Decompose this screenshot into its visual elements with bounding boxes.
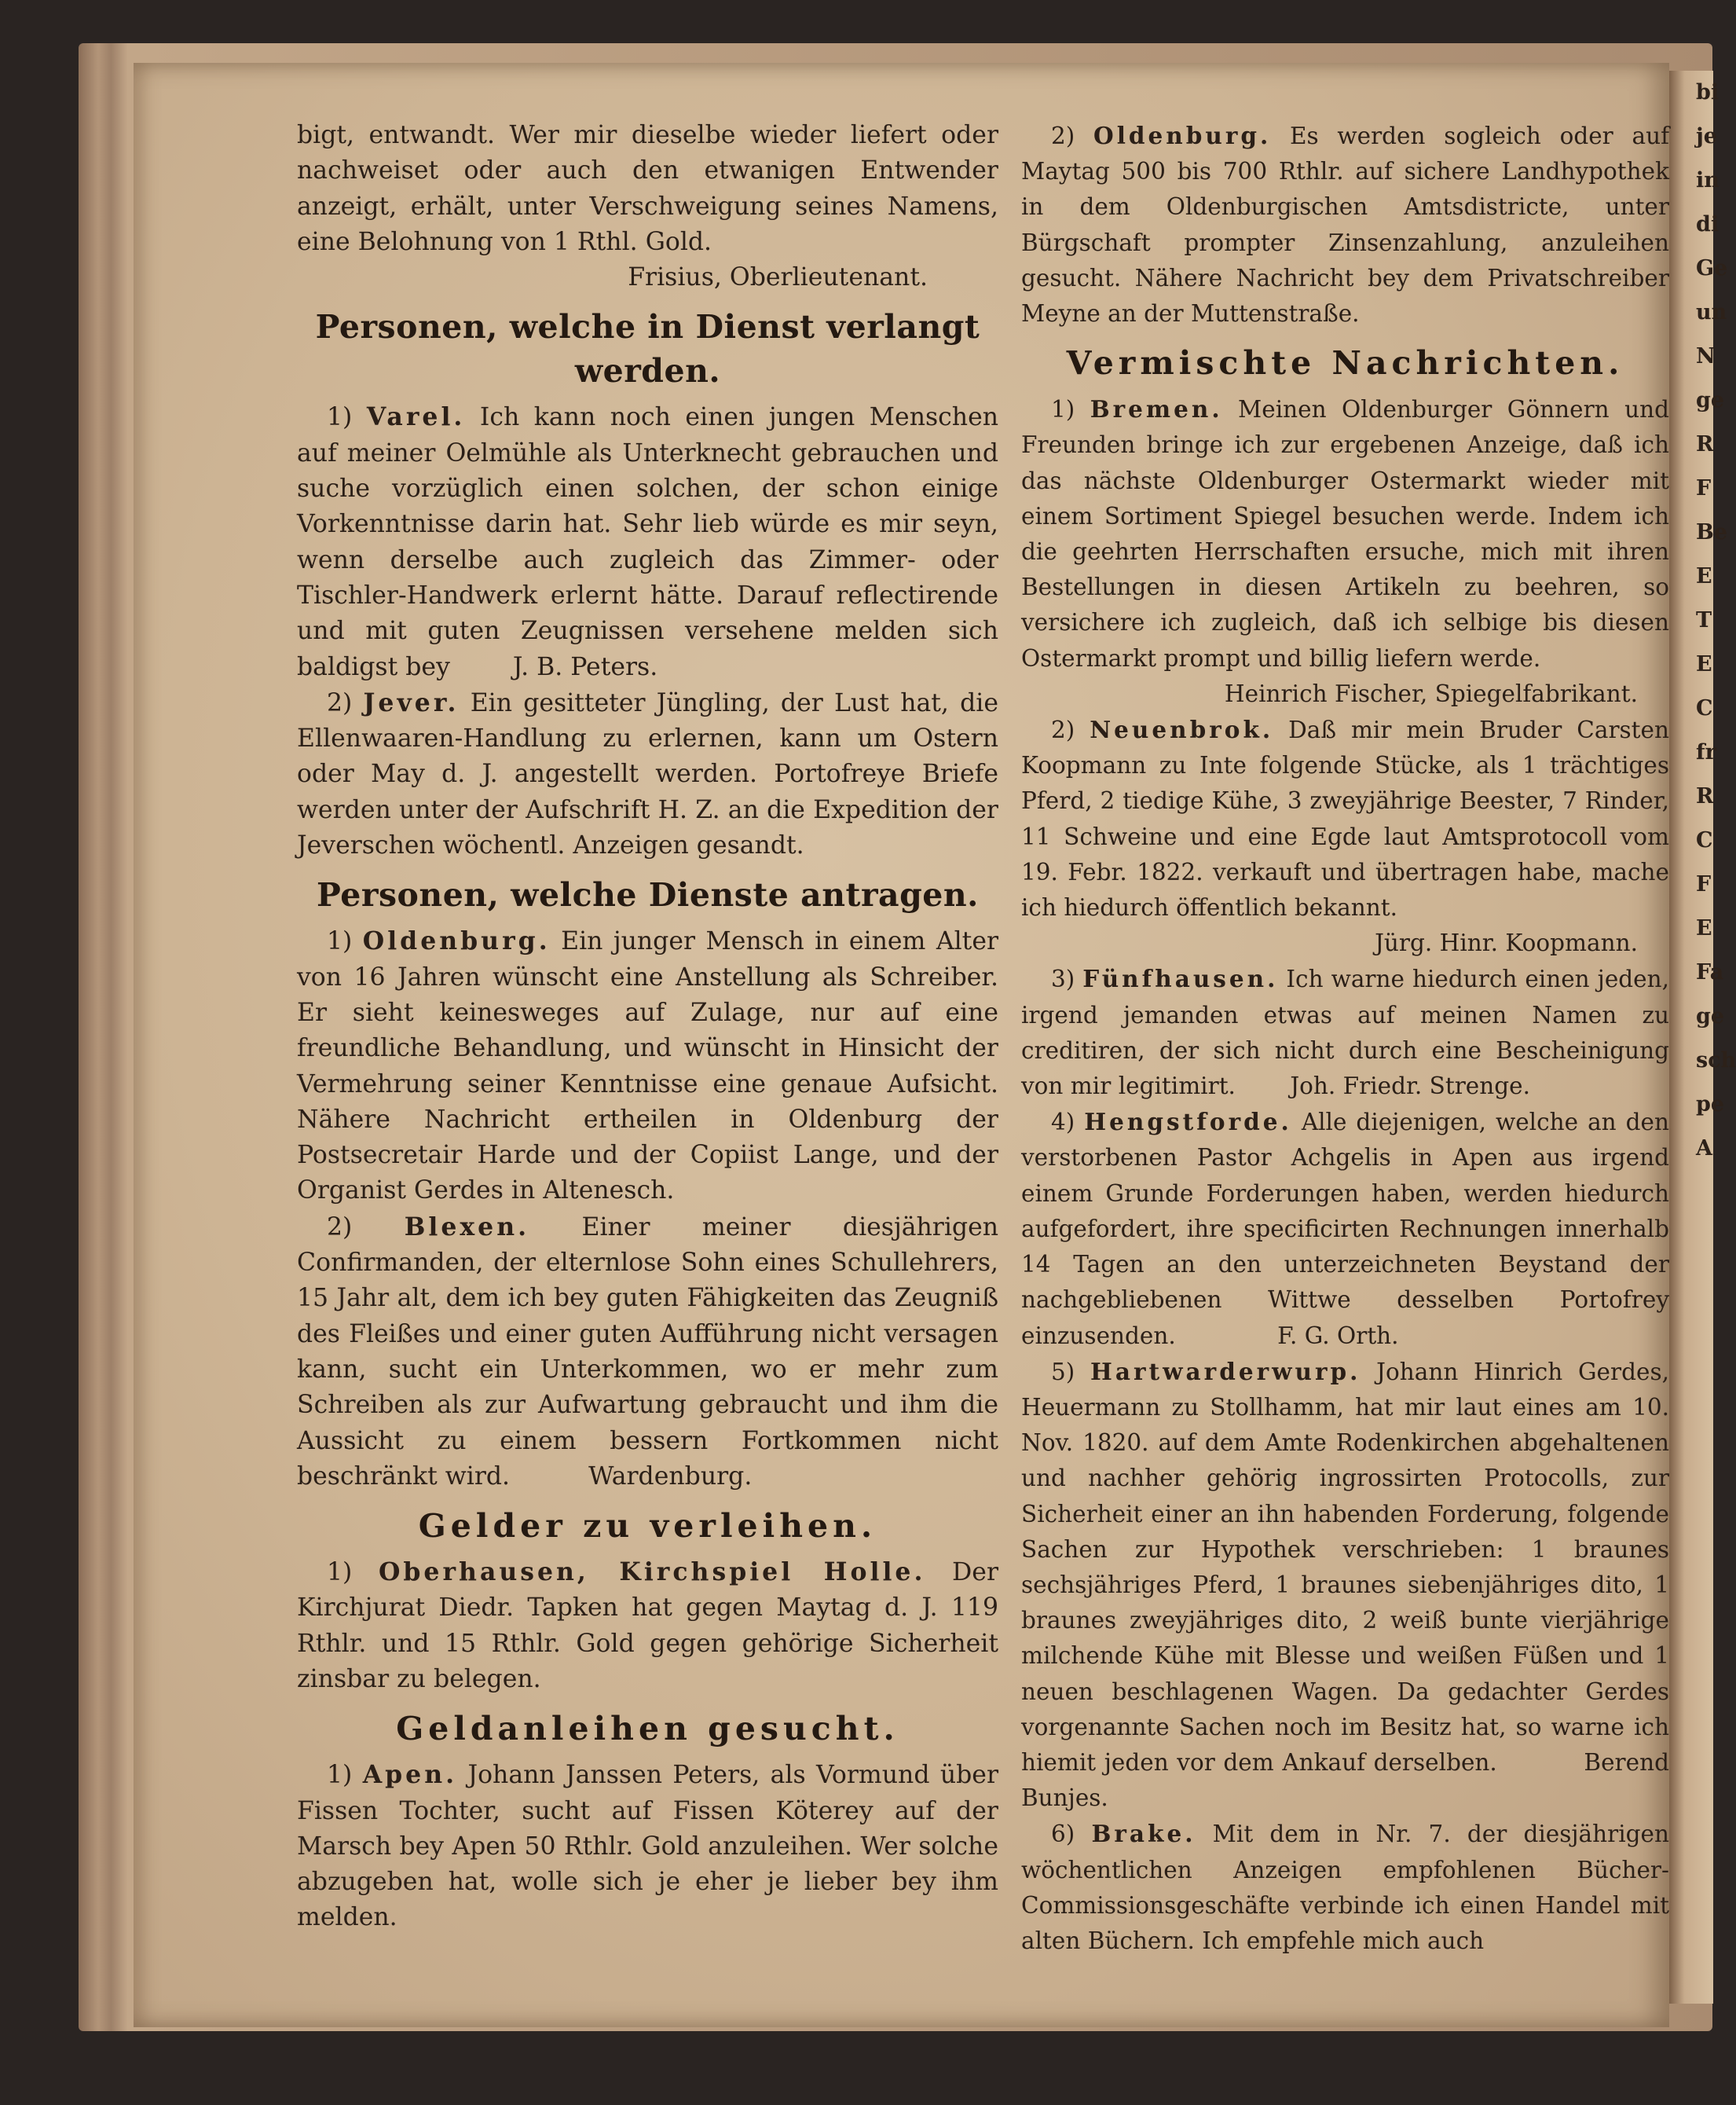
entry-number: 2) [327,688,353,717]
adjacent-page-fragment: F [1696,872,1712,897]
entry-text: Der Kirchjurat Diedr. Tapken hat gegen Maytag d. J. 119 Rthlr. und 15 Rthlr. Gold gegen gehörige Sicherheit zinsbar zu belegen. [297,1558,999,1693]
entry-place: Neuenbrok. [1090,716,1274,744]
entry-signature: Berend Bunjes. [1021,1748,1669,1812]
entry-signature: Wardenburg. [588,1461,753,1491]
entry-number: 1) [1051,396,1075,424]
right-column [1021,118,1669,1959]
entry-apen [297,1757,998,1935]
entry-text: Ich warne hiedurch einen jeden, irgend jemanden etwas auf meinen Namen zu creditiren, der sich nicht durch eine Bescheinigung von mir legitimirt. [1021,966,1669,1100]
entry-number: 1) [327,1558,353,1587]
adjacent-page-fragment: Be [1696,520,1727,545]
adjacent-page-fragment: fr [1696,740,1716,765]
entry-fuenfhausen [1021,961,1669,1104]
entry-hengstforde [1021,1104,1669,1353]
adjacent-page-fragment: pe [1696,1092,1725,1117]
adjacent-page-fragment: bi [1696,80,1720,105]
entry-oldenburg-loan [1021,118,1669,332]
adjacent-page-fragment: E [1696,916,1712,941]
entry-signature: Jürg. Hinr. Koopmann. [1375,930,1638,957]
entry-place: Oldenburg. [362,926,551,956]
adjacent-page-fragment: Fa [1696,960,1724,985]
entry-oberhausen [297,1554,998,1697]
adjacent-page-edge [1669,71,1736,2004]
entry-number: 6) [1051,1821,1075,1848]
entry-place: Brake. [1091,1820,1196,1848]
entry-jever [297,685,998,864]
adjacent-page-fragment: F [1696,476,1712,501]
entry-oldenburg [297,923,998,1208]
entry-brake [1021,1816,1669,1959]
entry-number: 1) [327,1761,353,1790]
heading-dienst-verlangt: Personen, welche in Dienst verlangt werden. [315,308,980,391]
entry-text: Ein gesitteter Jüngling, der Lust hat, die Ellenwaaren-Handlung zu erlernen, kann um Ostern oder May d. J. angestellt werden. Portofreye Briefe werden unter der Aufschrift H. Z. an die Expedition der Jeverschen wöchentl. Anzeigen gesandt. [297,688,998,860]
entry-place: Fünfhausen. [1082,965,1279,993]
entry-text: Alle diejenigen, welche an den verstorbenen Pastor Achgelis in Apen aus irgend einem Grunde Forderungen haben, werden hiedurch aufgefordert, ihre specificirten Rechnungen innerhalb 14 Tagen an den unterzeichneten Beystand der nachgebliebenen Wittwe desselben Portofrey einzusenden. [1021,1109,1669,1349]
adjacent-page-fragment: C [1696,828,1713,853]
left-column [297,118,998,1936]
heading-geldanleihen: Geldanleihen gesucht. [396,1710,899,1748]
adjacent-page-fragment: ge [1696,388,1725,413]
entry-varel [297,399,998,684]
entry-place: Varel. [366,402,466,432]
adjacent-page-fragment: ge [1696,1004,1725,1029]
adjacent-page-fragment: Ge [1696,256,1728,281]
entry-place: Apen. [362,1760,458,1790]
entry-place: Jever. [363,688,460,717]
entry-place: Hartwarderwurp. [1090,1357,1361,1385]
entry-signature: Heinrich Fischer, Spiegelfabrikant. [1224,680,1638,707]
entry-signature: F. G. Orth. [1277,1322,1399,1349]
adjacent-page-fragment: di [1696,212,1720,237]
entry-number: 4) [1051,1109,1075,1136]
intro-paragraph: bigt, entwandt. Wer mir dieselbe wieder liefert oder nachweiset oder auch den etwanigen Entwender anzeigt, erhält, unter Verschweigung seines Namens, eine Belohnung von 1 Rthl. Gold. [297,121,998,256]
entry-text: Es werden sogleich oder auf Maytag 500 bis 700 Rthlr. auf sichere Landhypothek in dem Oldenburgischen Amtsdistricte, unter Bürgschaft prompter Zinsenzahlung, anzuleihen gesucht. Nähere Nachricht bey dem Privatschreiber Meyne an der Muttenstraße. [1021,123,1669,328]
entry-text: Ich kann noch einen jungen Menschen auf meiner Oelmühle als Unterknecht gebrauchen und suche vorzüglich einen solchen, der schon einige Vorkenntnisse darin hat. Sehr lieb würde es mir seyn, wenn derselbe auch zugleich das Zimmer- oder Tischler-Handwerk erlernt hätte. Darauf reflectirende und mit guten Zeugnissen versehene melden sich baldigst bey [297,403,999,681]
adjacent-page-fragment: A [1696,1136,1712,1161]
entry-text: Einer meiner diesjährigen Confirmanden, der elternlose Sohn eines Schullehrers, 15 Jahr alt, dem ich bey guten Fähigkeiten das Zeugniß des Fleißes und einer guten Aufführung nicht versagen kann, sucht ein Unterkommen, wo er mehr zum Schreiben als zur Aufwartung gebraucht und ihm die Aussicht zu einem bessern Fortkommen nicht beschränkt wird. [297,1212,999,1491]
entry-bremen [1021,391,1669,677]
entry-text: Mit dem in Nr. 7. der diesjährigen wöchentlichen Anzeigen empfohlenen Bücher-Commissionsgeschäfte verbinde ich einen Handel mit alten Büchern. Ich empfehle mich auch [1021,1821,1669,1954]
entry-number: 2) [1051,717,1075,744]
adjacent-page-fragment: un [1696,300,1727,325]
adjacent-page-fragment: E [1696,652,1712,677]
entry-number: 2) [327,1212,353,1241]
entry-text: Daß mir mein Bruder Carsten Koopmann zu Inte folgende Stücke, als 1 trächtiges Pferd, 2 tiedige Kühe, 3 zweyjährige Beester, 7 Rinder, 11 Schweine und eine Egde laut Amtsprotocoll vom 19. Febr. 1822. verkauft und übertragen habe, mache ich hiedurch öffentlich bekannt. [1021,717,1669,922]
adjacent-page-fragment: sch [1696,1048,1736,1073]
adjacent-page-fragment: T [1696,608,1712,633]
entry-place: Bremen. [1090,395,1223,424]
entry-neuenbrok [1021,712,1669,926]
adjacent-page-fragment: in [1696,168,1720,193]
adjacent-page-fragment: je [1696,124,1717,149]
heading-dienste-antragen: Personen, welche Dienste antragen. [317,876,979,915]
entry-number: 1) [327,927,353,956]
heading-gelder: Gelder zu verleihen. [418,1507,877,1546]
entry-text: Ein junger Mensch in einem Alter von 16 Jahren wünscht eine Anstellung als Schreiber. Er sieht keinesweges auf Zulage, nur auf eine freundliche Behandlung, und wünscht in Hinsicht der Vermehrung seiner Kenntnisse eine genaue Aufsicht. Nähere Nachricht ertheilen in Oldenburg der Postsecretair Harde und der Copiist Lange, und der Organist Gerdes in Altenesch. [297,927,999,1205]
entry-text: Johann Hinrich Gerdes, Heuermann zu Stollhamm, hat mir laut eines am 10. Nov. 1820. auf dem Amte Rodenkirchen abgehaltenen und nachher gehörig ingrossirten Protocolls, zur Sicherheit einer an ihn habenden Forderung, folgende Sachen zur Hypothek verschrieben: 1 braunes sechsjähriges Pferd, 1 braunes siebenjähriges dito, 1 braunes zweyjähriges dito, 2 weiß bunte vierjährige milchende Kühe mit Blesse und weißen Füßen und 1 neuen beschlagenen Wagen. Da gedachter Gerdes vorgenannte Sachen noch im Besitz hat, so warne ich hiemit jeden vor dem Ankauf derselben. [1021,1358,1669,1776]
entry-place: Blexen. [404,1212,530,1241]
entry-hartwarderwurp [1021,1354,1669,1817]
adjacent-page-fragment: C [1696,696,1713,721]
entry-signature: J. B. Peters. [512,652,658,681]
entry-place: Oberhausen, Kirchspiel Holle. [378,1557,926,1587]
entry-number: 5) [1051,1358,1075,1385]
adjacent-page-fragment: N [1696,344,1716,369]
entry-blexen [297,1209,998,1494]
entry-text: Johann Janssen Peters, als Vormund über Fissen Tochter, sucht auf Fissen Köterey auf der Marsch bey Apen 50 Rthlr. Gold anzuleihen. Wer solche abzugeben hat, wolle sich je eher je lieber bey ihm melden. [297,1761,999,1932]
adjacent-page-fragment: R [1696,432,1714,457]
intro-signature: Frisius, Oberlieutenant. [628,263,928,292]
entry-number: 1) [327,403,353,432]
entry-place: Oldenburg. [1093,122,1272,149]
entry-place: Hengstforde. [1084,1108,1292,1136]
adjacent-page-fragment: R [1696,784,1714,809]
entry-number: 2) [1051,123,1075,149]
entry-text: Meinen Oldenburger Gönnern und Freunden bringe ich zur ergebenen Anzeige, daß ich das nächste Oldenburger Ostermarkt wieder mit einem Sortiment Spiegel besuchen werde. Indem ich die geehrten Herrschaften ersuche, mich mit ihren Bestellungen in diesen Artikeln zu beehren, so versichere ich zugleich, daß ich selbige bis diesen Ostermarkt prompt und billig liefern werde. [1021,396,1669,672]
entry-number: 3) [1051,966,1075,993]
adjacent-page-fragment: E [1696,564,1712,589]
heading-vermischte: Vermischte Nachrichten. [1066,344,1624,383]
entry-signature: Joh. Friedr. Strenge. [1290,1073,1530,1100]
